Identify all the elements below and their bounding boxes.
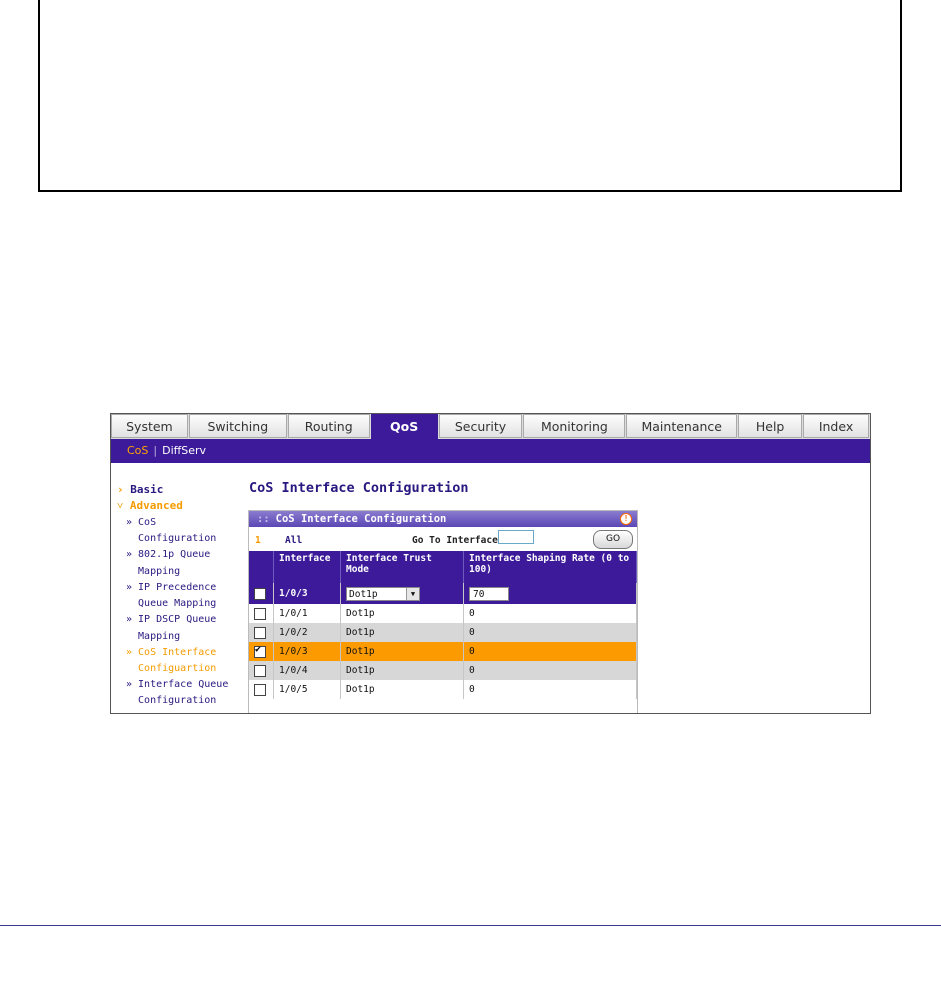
edit-interface: 1/0/3 [274, 583, 341, 604]
sidebar-link-8021p-queue-mapping[interactable]: » 802.1p Queue [126, 549, 211, 560]
tab-index[interactable]: Index [803, 414, 869, 438]
trust-mode-value: Dot1p [349, 588, 378, 600]
goto-interface-input[interactable] [498, 530, 534, 544]
sidebar-link-cos-configuration-cont[interactable]: Configuration [126, 533, 217, 544]
dropdown-arrow-icon: ▼ [406, 588, 419, 600]
tab-monitoring[interactable]: Monitoring [523, 414, 625, 438]
config-panel [248, 510, 638, 714]
sidebar [111, 476, 233, 714]
sidebar-link-cos-configuration[interactable]: » CoS [126, 517, 157, 528]
note-box [38, 0, 902, 192]
page-title: CoS Interface Configuration [249, 480, 469, 496]
tab-help[interactable]: Help [738, 414, 802, 438]
panel-header [249, 511, 637, 527]
tab-security[interactable]: Security [439, 414, 523, 438]
shaping-rate-input[interactable]: 70 [469, 587, 509, 601]
row-shaping-rate: 0 [464, 642, 637, 661]
subnav-diffserv[interactable]: DiffServ [162, 444, 207, 457]
screenshot-frame [110, 413, 871, 714]
header-trust-mode: Interface Trust Mode [341, 551, 464, 583]
edit-row-checkbox[interactable] [254, 588, 266, 600]
go-button[interactable]: GO [593, 530, 633, 549]
tab-maintenance[interactable]: Maintenance [626, 414, 737, 438]
tab-system[interactable]: System [111, 414, 188, 438]
sidebar-link-cos-interface[interactable]: » CoS Interface [126, 647, 217, 658]
edit-select-cell [249, 583, 274, 604]
table-header-row [249, 551, 637, 583]
row-checkbox-checked[interactable] [254, 646, 266, 658]
header-interface: Interface [274, 551, 341, 583]
sidebar-item-advanced-label: Advanced [129, 499, 183, 512]
table-row[interactable] [249, 604, 637, 623]
row-select-cell [249, 642, 274, 661]
row-select-cell [249, 623, 274, 642]
sidebar-link-ip-precedence-cont[interactable]: Queue Mapping [126, 598, 217, 609]
row-shaping-rate: 0 [464, 661, 637, 680]
sidebar-link-interface-queue-cont[interactable]: Configuration [126, 695, 217, 706]
sidebar-item-basic[interactable] [117, 483, 163, 496]
row-checkbox[interactable] [254, 684, 266, 696]
tab-routing[interactable]: Routing [288, 414, 370, 438]
row-interface: 1/0/2 [274, 623, 341, 642]
row-shaping-rate: 0 [464, 623, 637, 642]
sidebar-link-8021p-queue-mapping-cont[interactable]: Mapping [126, 566, 181, 577]
header-select [249, 551, 274, 583]
row-shaping-rate: 0 [464, 604, 637, 623]
footer-rule [0, 925, 941, 926]
edit-rate-cell [464, 583, 637, 604]
sidebar-link-ip-precedence[interactable]: » IP Precedence [126, 582, 217, 593]
panel-title: CoS Interface Configuration [275, 513, 447, 525]
row-interface: 1/0/3 [274, 642, 341, 661]
row-interface: 1/0/4 [274, 661, 341, 680]
edit-trust-cell [341, 583, 464, 604]
row-select-cell [249, 680, 274, 699]
table-row-selected[interactable] [249, 642, 637, 661]
interface-table [249, 551, 637, 699]
row-checkbox[interactable] [254, 608, 266, 620]
goto-row [249, 527, 637, 551]
tab-qos[interactable]: QoS [371, 414, 438, 439]
all-link[interactable]: All [285, 535, 303, 546]
row-checkbox[interactable] [254, 627, 266, 639]
sidebar-link-ip-dscp-cont[interactable]: Mapping [126, 631, 181, 642]
drag-handle-icon: :: [257, 513, 270, 525]
row-interface: 1/0/1 [274, 604, 341, 623]
goto-interface-label: Go To Interface [412, 535, 498, 546]
row-shaping-rate: 0 [464, 680, 637, 699]
header-shaping-rate: Interface Shaping Rate (0 to 100) [464, 551, 637, 583]
sidebar-item-advanced[interactable] [117, 499, 183, 512]
row-interface: 1/0/5 [274, 680, 341, 699]
sidebar-link-interface-queue[interactable]: » Interface Queue [126, 679, 229, 690]
row-trust-mode: Dot1p [341, 623, 464, 642]
row-trust-mode: Dot1p [341, 661, 464, 680]
tab-switching[interactable]: Switching [189, 414, 287, 438]
help-icon[interactable]: ! [620, 513, 632, 525]
table-row[interactable] [249, 661, 637, 680]
main-tab-bar [111, 414, 870, 439]
row-trust-mode: Dot1p [341, 680, 464, 699]
chevron-right-icon: › [117, 483, 124, 496]
table-row[interactable] [249, 623, 637, 642]
row-trust-mode: Dot1p [341, 604, 464, 623]
sidebar-item-basic-label: Basic [130, 483, 164, 496]
chevron-down-icon: ˅ [117, 499, 124, 512]
row-trust-mode: Dot1p [341, 642, 464, 661]
sidebar-link-cos-interface-cont[interactable]: Configuartion [126, 663, 217, 674]
sub-navigation [111, 439, 870, 463]
row-select-cell [249, 661, 274, 680]
edit-row [249, 583, 637, 604]
subnav-separator: | [153, 444, 158, 457]
subnav-cos[interactable]: CoS [127, 444, 149, 457]
trust-mode-select[interactable] [346, 587, 420, 601]
table-row[interactable] [249, 680, 637, 699]
row-checkbox[interactable] [254, 665, 266, 677]
row-select-cell [249, 604, 274, 623]
unit-link[interactable]: 1 [255, 535, 261, 546]
sidebar-link-ip-dscp[interactable]: » IP DSCP Queue [126, 614, 217, 625]
